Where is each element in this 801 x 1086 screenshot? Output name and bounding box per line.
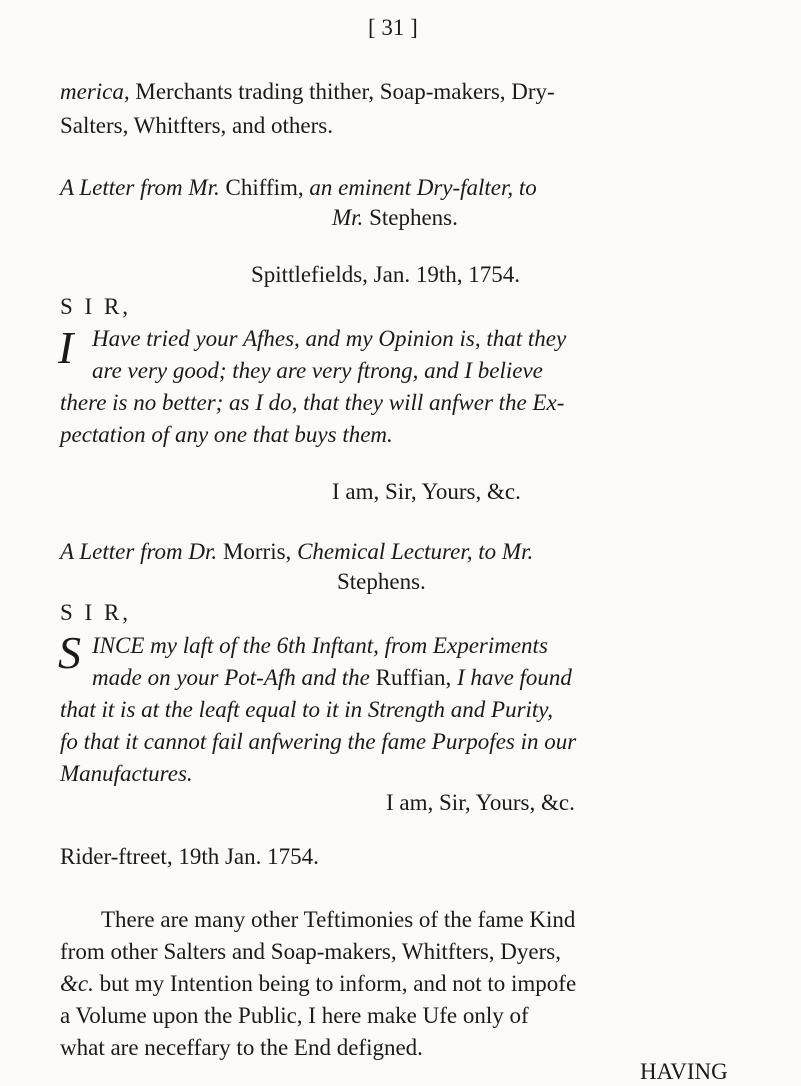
page-number: [ 31 ] [368,15,418,40]
letter1-drop-cap: I [58,322,74,373]
closing-line-2: from other Salters and Soap-makers, Whitfters, Dyers, [60,939,561,964]
letter2-heading-line-2: Stephens. [337,569,426,594]
closing-italic: &c. [60,971,94,996]
letter2-author-name: Morris, [217,539,292,564]
letter1-heading-part: Mr. [332,205,364,230]
letter2-body-part: made on your Pot-Afh and the [92,665,370,690]
letter2-heading-part: Chemical Lecturer, to Mr. [291,539,534,564]
letter1-dateline: Spittlefields, Jan. 19th, 1754. [251,262,520,287]
letter2-body-line-4: fo that it cannot fail anfwering the fame Purpofes in our [60,729,577,754]
closing-line-1: There are many other Teftimonies of the fame Kind [101,907,576,932]
letter1-body-line-2: are very good; they are very ftrong, and I believe [92,358,543,383]
letter1-heading-part: A Letter from Mr. [60,175,220,200]
letter2-salutation: S I R, [60,600,132,625]
letter1-body-line-4: pectation of any one that buys them. [60,422,393,447]
letter2-body-roman: Ruffian, [369,665,452,690]
letter2-body-line-3: that it is at the leaft equal to it in Strength and Purity, [60,697,553,722]
letter1-salutation: S I R, [60,294,132,319]
letter2-drop-cap: S [58,627,81,678]
letter1-author-name: Chiffim, [219,175,304,200]
catchword: HAVING [640,1059,728,1084]
letter2-body-part: I have found [451,665,572,690]
letter2-body-line-2 [92,664,572,692]
closing-line-4: a Volume upon the Public, I here make Ufe only of [60,1003,529,1028]
closing-line-5: what are neceffary to the End defigned. [60,1035,423,1060]
letter2-closing: I am, Sir, Yours, &c. [386,790,575,815]
letter2-body-line-1: INCE my laft of the 6th Inftant, from Experiments [92,633,548,658]
letter1-closing: I am, Sir, Yours, &c. [332,479,521,504]
closing-line-3 [60,970,576,998]
closing-text: but my Intention being to inform, and not to impofe [93,971,577,996]
intro-line-2: Salters, Whitfters, and others. [60,113,333,138]
letter1-heading-line-2 [332,204,458,232]
intro-italic: merica, [60,79,130,104]
intro-text: Merchants trading thither, Soap-makers, Dry- [129,79,555,104]
letter2-heading-part: A Letter from Dr. [60,539,218,564]
intro-line-1 [60,78,555,106]
letter1-recipient-name: Stephens. [363,205,458,230]
letter1-heading-line-1 [60,174,537,202]
letter1-body-line-3: there is no better; as I do, that they will anfwer the Ex- [60,390,565,415]
letter2-heading-line-1 [60,538,533,566]
letter1-heading-part: an eminent Dry-falter, to [303,175,537,200]
letter2-dateline: Rider-ftreet, 19th Jan. 1754. [60,844,319,869]
letter1-body-line-1: Have tried your Afhes, and my Opinion is, that they [92,326,567,351]
letter2-body-line-5: Manufactures. [60,761,193,786]
